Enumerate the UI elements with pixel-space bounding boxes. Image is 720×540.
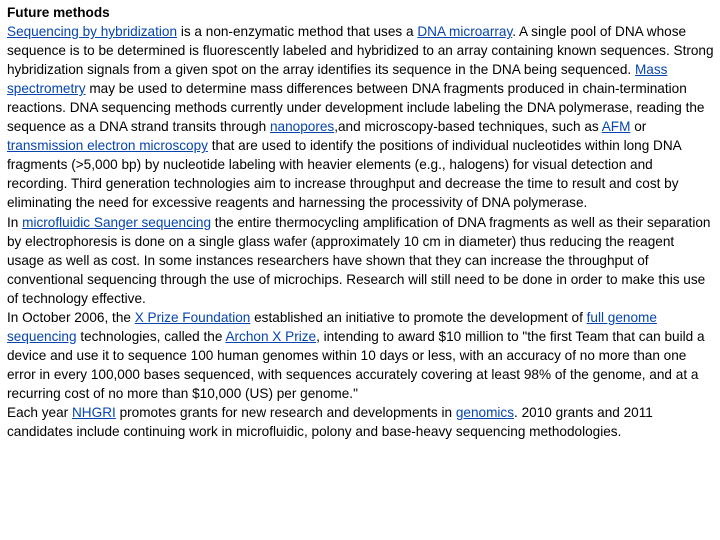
paragraph-text: In October 2006, the: [7, 309, 135, 325]
paragraph-text: , intending to award $10 million to "the first Team that can build a device and use it to sequence 100 human genomes within 10 days or less, with an accuracy of no more than one error in every 100,000 bases sequenced, with sequences accurately covering at least 98% of the genome, and at a recurring cost of no more than $10,000 (US) per genome.": [7, 328, 705, 401]
link-afm[interactable]: AFM: [601, 119, 631, 135]
link-transmission-electron-microscopy[interactable]: transmission electron microscopy: [7, 138, 208, 154]
paragraph-text: technologies, called the: [76, 328, 226, 344]
paragraph-text: In: [7, 214, 23, 230]
paragraph-text: may be used to determine mass differences between DNA fragments produced in chain-termination reactions. DNA sequencing methods currently under development include labeling the DNA polymerase, reading the sequence as a DNA strand transits through: [7, 81, 705, 135]
link-mass-spectrometry[interactable]: Mass spectrometry: [7, 62, 668, 97]
paragraph-hybridization: [7, 22, 714, 212]
paragraph-nhgri: [7, 403, 714, 441]
paragraph-text: the entire thermocycling amplification of DNA fragments as well as their separation by electrophoresis is done on a single glass wafer (approximately 10 cm in diameter) thus reducing the reagent usage as well as cost. In some instances researchers have shown that they can increase the throughput of conventional sequencing through the use of microchips. Research will still need to be done in order to make this use of technology effective.: [7, 214, 711, 306]
link-nhgri[interactable]: NHGRI: [71, 404, 116, 420]
link-archon-x-prize[interactable]: Archon X Prize: [225, 328, 317, 344]
link-nanopores[interactable]: nanopores: [269, 119, 335, 135]
paragraph-text: promotes grants for new research and developments in: [115, 404, 456, 420]
paragraph-microfluidic: [7, 213, 714, 308]
section-heading: Future methods: [7, 5, 110, 20]
link-dna-microarray[interactable]: DNA microarray: [417, 24, 513, 40]
paragraph-x-prize: [7, 308, 714, 403]
link-genomics[interactable]: genomics: [455, 404, 515, 420]
paragraph-text: Each year: [7, 404, 72, 420]
link-microfluidic-sanger-sequencing[interactable]: microfluidic Sanger sequencing: [22, 214, 212, 230]
link-x-prize-foundation[interactable]: X Prize Foundation: [134, 309, 251, 325]
paragraph-text: is a non-enzymatic method that uses a: [177, 24, 418, 40]
link-sequencing-by-hybridization[interactable]: Sequencing by hybridization: [7, 24, 178, 40]
paragraph-text: that are used to identify the positions of individual nucleotides within long DNA fragments (>5,000 bp) by nucleotide labeling with heavier elements (e.g., halogens) for visual detection and recording. Third generation technologies aim to increase throughput and decrease the time to result and cost by eliminating the need for excessive reagents and harnessing the processivity of DNA polymerase.: [7, 138, 681, 211]
paragraph-text: . A single pool of DNA whose sequence is to be determined is fluorescently labeled and hybridized to an array containing known sequences. Strong hybridization signals from a given spot on the array identifies its sequence in the DNA being sequenced.: [7, 24, 714, 78]
paragraph-text: established an initiative to promote the development of: [250, 309, 587, 325]
paragraph-text: . 2010 grants and 2011 candidates include continuing work in microfluidic, polony and base-heavy sequencing methodologies.: [7, 404, 653, 440]
paragraph-text: ,and microscopy-based techniques, such as: [334, 119, 602, 135]
link-full-genome-sequencing[interactable]: full genome sequencing: [7, 309, 657, 344]
paragraph-text: or: [630, 119, 647, 135]
